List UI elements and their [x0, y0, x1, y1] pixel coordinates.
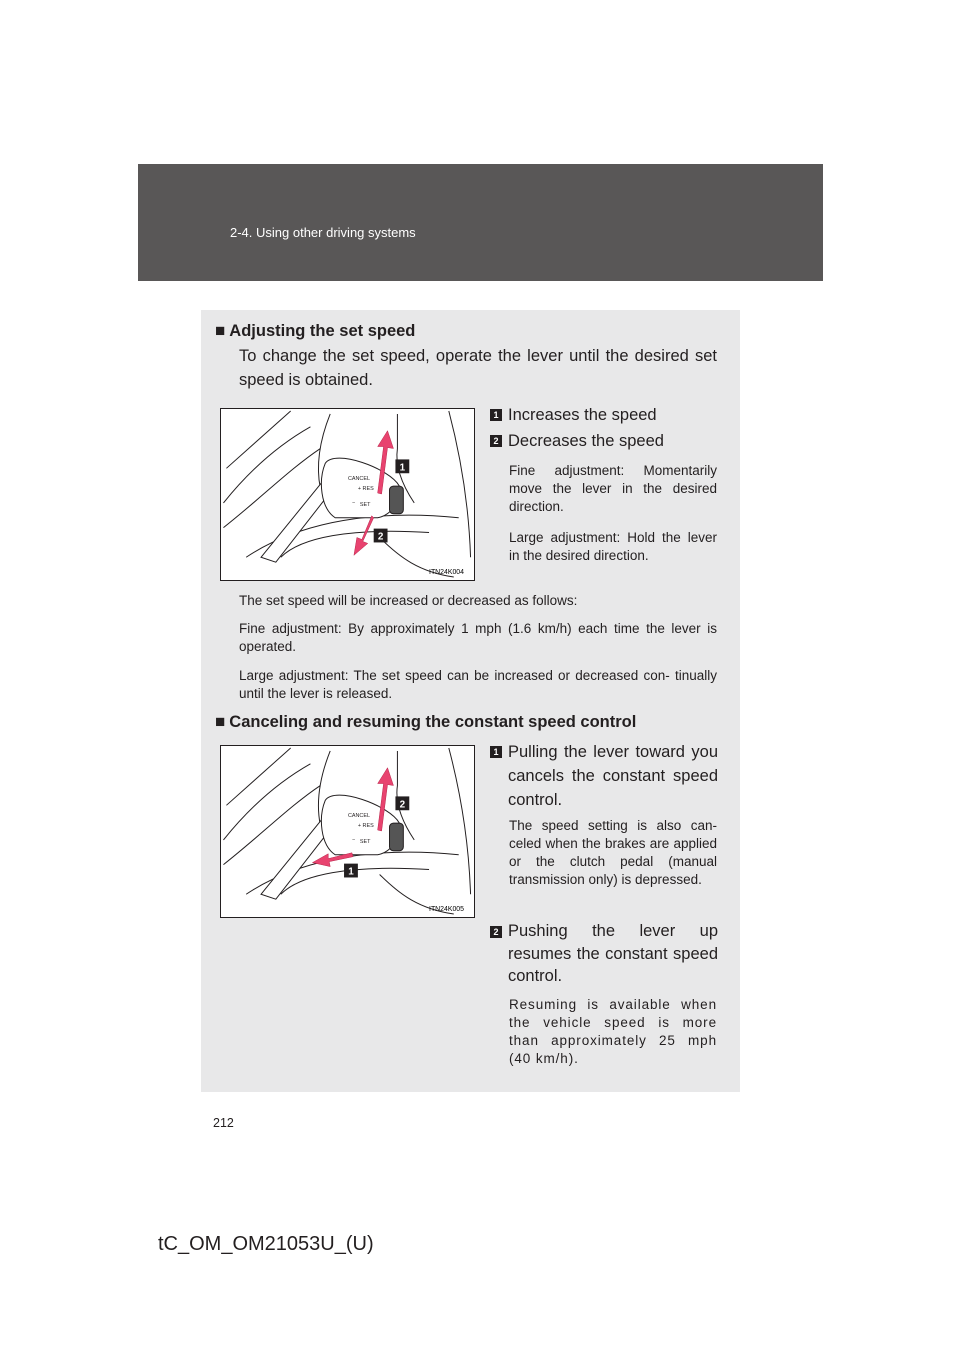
- figure-cancel-resume: [220, 745, 475, 918]
- page-number: 212: [213, 1116, 234, 1130]
- adjust-para-3: Large adjustment: The set speed can be increased or decreased con- tinually until the lever is released.: [239, 668, 717, 701]
- figure-code: ITN24K004: [429, 569, 464, 577]
- svg-text:1: 1: [348, 866, 354, 878]
- adjust-intro: To change the set speed, operate the lever until the desired set speed is obtained.: [239, 347, 717, 389]
- svg-text:1: 1: [399, 462, 406, 474]
- lever-label-res: + RES: [357, 486, 374, 493]
- cancel-note-1: The speed setting is also can- celed when the brakes are applied or the clutch pedal (manual transmission only) is depressed.: [509, 818, 717, 887]
- lever-label-cancel: CANCEL: [347, 813, 370, 820]
- document-code: tC_OM_OM21053U_(U): [158, 1233, 374, 1255]
- lever-label-res: + RES: [357, 823, 374, 830]
- adjust-para-1: The set speed will be increased or decreased as follows:: [239, 593, 578, 608]
- heading-bullet: ■: [215, 321, 226, 340]
- cancel-item-1: 1 Pulling the lever toward you cancels the constant speed control.: [508, 740, 718, 812]
- figure-adjust-speed: [220, 408, 475, 581]
- lever-label-minus: −: [351, 499, 356, 506]
- lever-illustration: [221, 409, 474, 580]
- lever-label-set: SET: [359, 501, 371, 508]
- lever-label-minus: −: [351, 836, 356, 843]
- svg-text:2: 2: [377, 531, 384, 543]
- cancel-note-2: Resuming is available when the vehicle speed is more than approximately 25 mph (40 km/h).: [509, 997, 717, 1066]
- header-bar: [138, 164, 823, 281]
- heading-bullet: ■: [215, 712, 226, 731]
- lever-label-set: SET: [359, 838, 371, 845]
- lever-label-cancel: CANCEL: [347, 476, 370, 483]
- note-fine-adjustment: Fine adjustment: Momentarily move the lever in the desired direction.: [509, 463, 717, 514]
- cancel-heading: [215, 712, 636, 732]
- cancel-item-2: 2 Pushing the lever up resumes the constant speed control.: [508, 920, 718, 988]
- cancel-title: Canceling and resuming the constant speed control: [229, 713, 637, 731]
- arrow-down-icon: [354, 516, 374, 556]
- adjust-item-1: 1 Increases the speed: [508, 403, 718, 427]
- figure-code: ITN24K005: [429, 906, 464, 914]
- adjust-para-2: Fine adjustment: By approximately 1 mph (1.6 km/h) each time the lever is operated.: [239, 621, 717, 654]
- section-title: 2-4. Using other driving systems: [230, 225, 416, 240]
- adjust-heading: [215, 321, 415, 341]
- svg-text:2: 2: [399, 799, 406, 811]
- adjust-item-2: 2 Decreases the speed: [508, 429, 718, 453]
- lever-illustration: [221, 746, 474, 917]
- adjust-title: Adjusting the set speed: [229, 322, 416, 340]
- note-large-adjustment: Large adjustment: Hold the lever in the desired direction.: [509, 530, 717, 563]
